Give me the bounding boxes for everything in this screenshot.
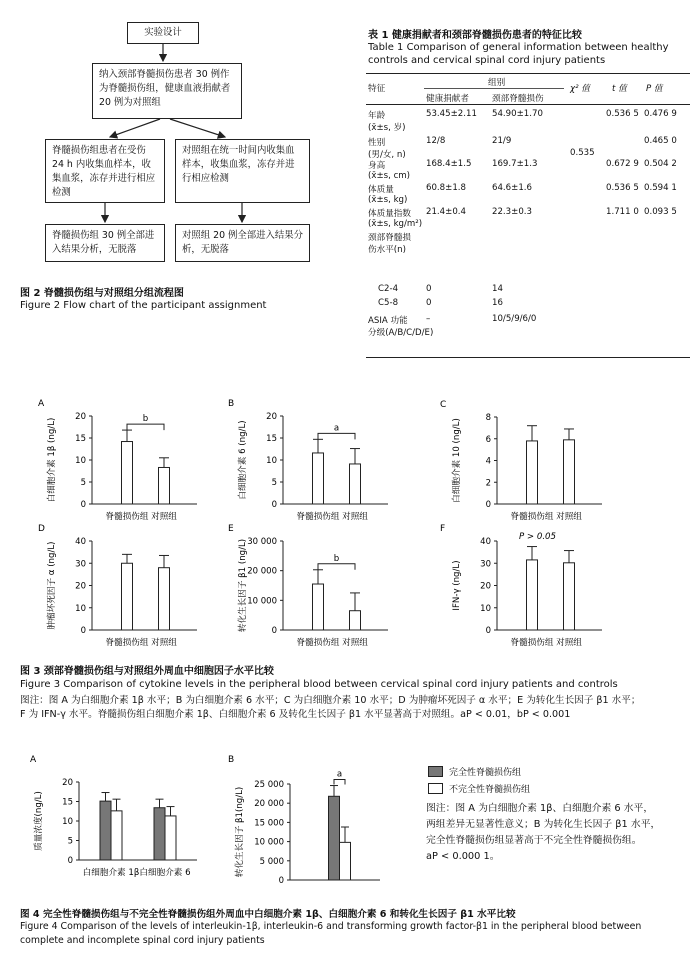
y-tick-label: 20 [266,412,277,422]
fig4-note-2: 两组差异无显著性意义；B 为转化生长因子 β1 水平， [426,819,661,830]
bar [100,801,111,860]
y-tick-label: 20 000 [247,566,277,577]
table1-row-label: 年龄 [368,111,386,121]
y-tick-label: 5 [271,478,277,488]
ctrl-result-box: 对照组 20 例全部进入结果分析，无脱落 [175,224,310,262]
table1-row-label: ASIA 功能 [368,316,408,326]
bar [165,816,176,860]
fig4-caption-cn: 图 4 完全性脊髓损伤组与不完全性脊髓损伤组外周血中白细胞介素 1β、白细胞介素 6 和转化生长因子 β1 水平比较 [20,909,516,920]
flowchart-arrows [0,0,330,270]
panel-letter: E [228,524,234,534]
significance-label: a [336,769,343,780]
table1-row-sub: (x̄±s, cm) [368,171,411,181]
table1-row-label: C5-8 [378,298,399,308]
th-sci: 颈部脊髓损伤 [492,94,544,104]
panel-letter: A [38,399,45,409]
table1-row-sub: 分级(A/B/C/D/E) [368,328,434,338]
y-tick-label: 10 000 [254,837,284,848]
y-tick-label: 20 [62,778,73,788]
table1-cell-sci: 22.3±0.3 [492,207,533,217]
table1-cell-healthy: 12/8 [426,136,446,146]
fig4-note-4: aP < 0.000 1。 [426,851,500,862]
y-tick-label: 0 [80,500,86,510]
table1-cell-t: 0.672 9 [606,159,639,169]
y-axis-label: IFN-γ (ng/L) [452,560,462,611]
x-tick-label: 对照组 [342,512,368,522]
bar [313,453,324,504]
table1-cell-healthy: 53.45±2.11 [426,109,477,119]
y-tick-label: 30 000 [247,537,277,547]
y-axis-label: 白细胞介素 1β (ng/L) [47,417,57,503]
sci-collect-box: 脊髓损伤组患者在受伤 24 h 内收集血样本，收集血浆，冻存并进行相应检测 [45,139,165,203]
bar [564,563,575,630]
y-tick-label: 0 [67,856,73,866]
bar [122,442,133,504]
y-tick-label: 0 [271,500,277,510]
th-chi: χ² 值 [570,84,590,94]
y-tick-label: 30 [75,559,86,570]
table1-row-label: 身高 [368,161,386,171]
fig4-caption-en-2: complete and incomplete spinal cord injury patients [20,935,265,946]
y-tick-label: 15 [62,797,73,808]
bar [350,611,361,630]
table1-row-label: 体质量指数 [368,209,411,219]
y-axis-label: 质量浓度(ng/L) [34,791,44,851]
y-tick-label: 0 [80,626,86,636]
x-tick-label: 脊髓损伤组 [105,512,149,522]
bar [350,464,361,504]
significance-label: b [142,414,149,425]
table1-cell-sci: 21/9 [492,136,512,146]
p-annotation: P > 0.05 [519,532,556,542]
y-tick-label: 40 [480,537,491,547]
table1-row-label: C2-4 [378,284,399,294]
x-tick-label: 对照组 [556,638,582,648]
y-tick-label: 0 [271,626,277,636]
y-tick-label: 10 [75,603,86,614]
legend-incomplete-label: 不完全性脊髓损伤组 [449,785,531,795]
x-tick-label: 对照组 [342,638,368,648]
y-tick-label: 25 000 [254,780,284,790]
y-tick-label: 20 000 [254,799,284,810]
bar [159,568,170,630]
ctrl-collect-box: 对照组在统一时间内收集血样本，收集血浆，冻存并进行相应检测 [175,139,310,203]
y-tick-label: 15 000 [254,818,284,829]
y-tick-label: 20 [480,581,491,592]
table1-cell-p: 0.594 1 [644,183,677,193]
bar [340,842,351,880]
fig4-note [426,801,660,865]
y-tick-label: 15 [75,434,86,444]
y-tick-label: 4 [485,456,491,467]
bar [329,796,340,880]
significance-bracket [127,424,164,430]
y-tick-label: 10 [75,456,86,466]
table1-row-sub: (x̄±s, kg/m²) [368,219,423,229]
y-tick-label: 10 [266,456,277,466]
table1-cell-p: 0.476 9 [644,109,677,119]
y-axis-label: 白细胞介素 10 (ng/L) [452,418,462,503]
fig2-caption-en: Figure 2 Flow chart of the participant assignment [20,300,267,311]
y-axis-label: 肿瘤坏死因子 α (ng/L) [47,541,57,630]
significance-bracket [318,433,355,439]
y-tick-label: 0 [278,876,284,886]
fig3-charts [0,390,699,650]
table1-row-sub: 伤水平(n) [368,245,406,255]
table1-cell-healthy: 0 [426,284,432,294]
panel-letter: B [228,399,235,409]
fig3-caption-en: Figure 3 Comparison of cytokine levels in the peripheral blood between cervical spinal cord injury patients and controls [20,679,618,690]
panel-letter: C [440,400,447,410]
table1-cell-healthy: – [426,314,431,324]
legend-complete-label: 完全性脊髓损伤组 [449,768,522,778]
y-tick-label: 0 [485,626,491,636]
table1-cell-sci: 14 [492,284,503,294]
table1-cell-healthy: 60.8±1.8 [426,183,467,193]
table1-row-sub: (男/女, n) [368,150,406,160]
table1-row-sub: (x̄±s, kg) [368,195,408,205]
fig2-caption-cn: 图 2 脊髓损伤组与对照组分组流程图 [20,288,184,299]
bar [527,560,538,630]
table1-cell-sci: 16 [492,298,503,308]
th-group: 组别 [488,78,506,88]
table1-cell-p: 0.465 0 [644,136,677,146]
table1-title-en: Table 1 Comparison of general information between healthy controls and cervical spinal cord injury patients [368,42,669,66]
th-healthy: 健康捐献者 [426,94,469,104]
table1-cell-healthy: 168.4±1.5 [426,159,472,169]
table1-title-cn: 表 1 健康捐献者和颈部脊髓损伤患者的特征比较 [368,30,582,41]
y-tick-label: 2 [485,478,491,489]
y-tick-label: 20 [75,412,86,422]
table1-cell-sci: 10/5/9/6/0 [492,314,537,324]
fig3-caption-cn: 图 3 颈部脊髓损伤组与对照组外周血中细胞因子水平比较 [20,666,274,677]
table1-cell-t: 0.536 5 [606,109,639,119]
bar [111,811,122,860]
fig4-caption-en-1: Figure 4 Comparison of the levels of interleukin-1β, interleukin-6 and transforming growth factor-β1 in the peripheral blood between [20,921,642,932]
legend-incomplete-swatch [428,783,443,794]
legend-complete-swatch [428,766,443,777]
table1-row-sub: (x̄±s, 岁) [368,123,406,133]
table1-cell-chi: 0.535 [570,148,595,158]
significance-label: b [333,553,340,564]
y-tick-label: 10 [62,817,73,827]
table1-row-label: 性别 [368,138,386,148]
fig3-note-1: 图注：图 A 为白细胞介素 1β 水平；B 为白细胞介素 6 水平；C 为白细胞介素 10 水平；D 为肿瘤坏死因子 α 水平；E 为转化生长因子 β1 水平； [20,695,641,706]
y-tick-label: 5 [67,836,73,847]
bar [564,440,575,504]
table1-cell-sci: 54.90±1.70 [492,109,543,119]
y-tick-label: 10 000 [247,596,277,607]
y-tick-label: 5 [80,478,86,488]
x-tick-label: 对照组 [556,512,582,522]
design-box: 实验设计 [127,22,199,44]
x-tick-label: 对照组 [151,638,177,648]
significance-label: a [333,423,340,434]
x-tick-label: 白细胞介素 6 [139,868,191,878]
table1-row-label: 体质量 [368,185,394,195]
y-tick-label: 10 [480,603,491,614]
table1-cell-healthy: 21.4±0.4 [426,207,467,217]
x-tick-label: 脊髓损伤组 [296,638,340,648]
x-tick-label: 对照组 [151,512,177,522]
y-tick-label: 0 [485,500,491,510]
bar [527,441,538,504]
significance-bracket [334,780,345,785]
x-tick-label: 白细胞介素 1β [82,868,140,878]
table1-cell-p: 0.093 5 [644,207,677,217]
table1-cell-sci: 64.6±1.6 [492,183,533,193]
table1-cell-p: 0.504 2 [644,159,677,169]
x-tick-label: 脊髓损伤组 [510,512,554,522]
th-feature: 特征 [368,84,386,94]
y-axis-label: 白细胞介素 6 (ng/L) [238,420,248,500]
y-axis-label: 转化生长因子 β1(ng/L) [235,786,245,878]
panel-letter: B [228,755,235,765]
table1-row-label: 颈部脊髓损 [368,233,411,243]
th-p: P 值 [646,84,663,94]
y-tick-label: 40 [75,537,86,547]
y-tick-label: 5 000 [259,856,284,867]
bar [122,563,133,630]
table1-cell-t: 0.536 5 [606,183,639,193]
fig3-note-2: F 为 IFN-γ 水平。脊髓损伤组白细胞介素 1β、白细胞介素 6 及转化生长因子 β1 水平显著高于对照组。aP < 0.01，bP < 0.001 [20,709,571,720]
table1-cell-sci: 169.7±1.3 [492,159,538,169]
bar [313,584,324,630]
th-t: t 值 [612,84,627,94]
significance-bracket [318,564,355,570]
x-tick-label: 脊髓损伤组 [510,638,554,648]
fig4-charts [0,750,420,900]
table1-cell-t: 1.711 0 [606,207,639,217]
include-box: 纳入颈部脊髓损伤患者 30 例作为脊髓损伤组，健康血液捐献者 20 例为对照组 [92,63,242,119]
x-tick-label: 脊髓损伤组 [296,512,340,522]
y-tick-label: 30 [480,559,491,570]
y-axis-label: 转化生长因子 β1 (ng/L) [238,538,248,633]
y-tick-label: 20 [75,581,86,592]
y-tick-label: 8 [485,413,491,423]
y-tick-label: 15 [266,434,277,444]
fig4-note-1: 图注：图 A 为白细胞介素 1β、白细胞介素 6 水平， [426,803,654,814]
sci-result-box: 脊髓损伤组 30 例全部进入结果分析，无脱落 [45,224,165,262]
y-tick-label: 6 [485,434,491,445]
bar [159,467,170,504]
bar [154,808,165,860]
panel-letter: D [38,524,45,534]
fig4-note-3: 完全性脊髓损伤组显著高于不完全性脊髓损伤组。 [426,835,642,846]
table1-cell-healthy: 0 [426,298,432,308]
x-tick-label: 脊髓损伤组 [105,638,149,648]
panel-letter: A [30,755,37,765]
panel-letter: F [440,524,446,534]
fig4-legend [428,765,530,795]
